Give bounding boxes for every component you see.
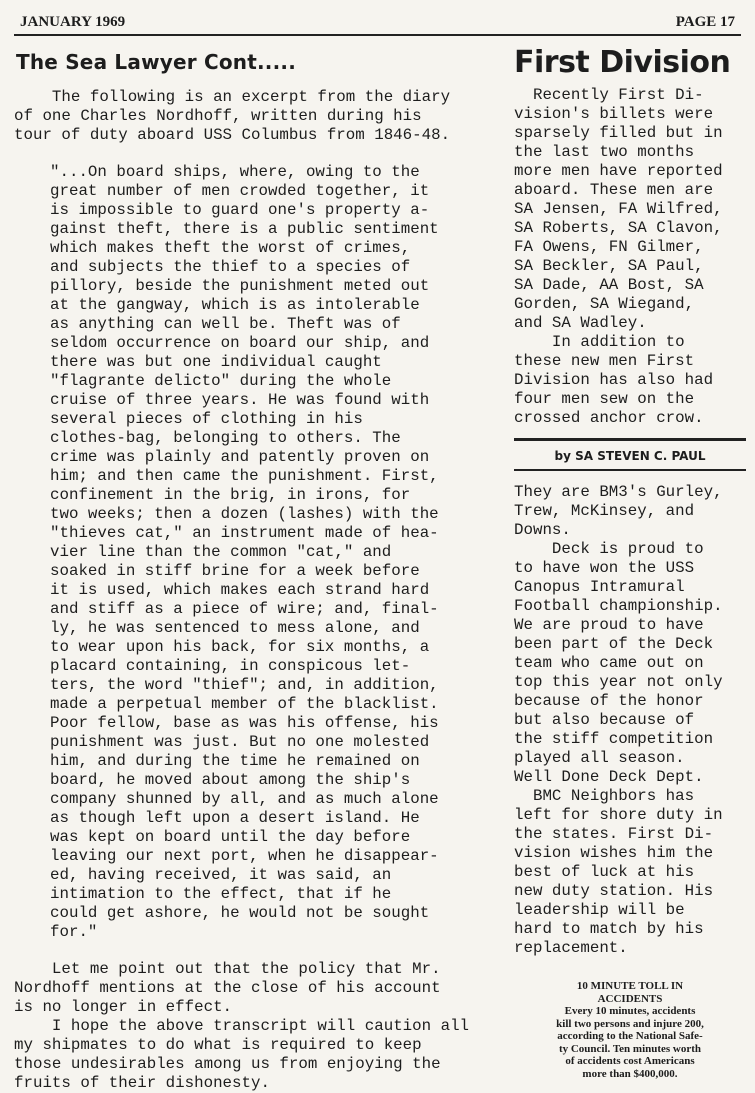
page-number: PAGE 17 <box>675 14 735 30</box>
first-division-body: Recently First Di- vision's billets were sparsely filled but in the last two months more men have reported aboard. These men are SA Jensen, FA Wilfred, SA Roberts, SA Clavon, FA Owens, FN Gilmer, SA Beckler, SA Paul, SA Dade, AA Bost, SA Gorden, SA Wiegand, and SA Wadley. In addition to these new men First Division has also had four men sew on the crossed anchor crow. <box>514 86 723 427</box>
article-title: The Sea Lawyer Cont..... <box>16 50 296 74</box>
filler-title: 10 MINUTE TOLL IN ACCIDENTS <box>576 980 684 1005</box>
accident-filler <box>514 980 746 1080</box>
byline: by SA STEVEN C. PAUL <box>514 438 746 471</box>
first-division-continued: They are BM3's Gurley, Trew, McKinsey, and Downs. Deck is proud to to have won the USS Canopus Intramural Football championship. We are proud to have been part of the Deck team who came out on top this year not only because of the honor but also because of the stiff competition played all season. Well Done Deck Dept. BMC Neighbors has left for shore duty in the states. First Di- vision wishes him the best of luck at his new duty station. His leadership will be hard to match by his replacement. <box>514 483 723 957</box>
page-header <box>14 14 741 36</box>
first-division-article <box>514 46 746 1080</box>
article-closing: Let me point out that the policy that Mr. Nordhoff mentions at the close of his account is no longer in effect. I hope the above transcript will caution all my shipmates to do what is required to keep those undesirables among us from enjoying the fruits of their dishonesty. <box>14 960 470 1092</box>
first-division-title: First Division <box>514 45 731 80</box>
diary-quote: "...On board ships, where, owing to the great number of men crowded together, it is impossible to guard one's property a- gainst theft, there is a public sentiment which makes theft the worst of crimes, and subjects the thief to a species of pillory, beside the punishment meted out at the gangway, which is as intolerable as anything can well be. Theft was of seldom occurrence on board our ship, and there was but one individual caught "flagrante delicto" during the whole cruise of three years. He was found with several pieces of clothing in his clothes-bag, belonging to others. The crime was plainly and patently proven on him; and then came the punishment. First, confinement in the brig, in irons, for two weeks; then a dozen (lashes) with the "thieves cat," an instrument made of hea- vier line than the common "cat," and soaked in stiff brine for a week before it is used, which makes each strand hard and stiff as a piece of wire; and, final- ly, he was sentenced to mess alone, and to wear upon his back, for six months, a placard containing, in conspicous let- ters, the word "thief"; and, in addition, made a perpetual member of the blacklist. Poor fellow, base as was his offense, his punishment was just. But no one molested him, and during the time he remained on board, he moved about among the ship's company shunned by all, and as much alone as though left upon a desert island. He was kept on board until the day before leaving our next port, when he disappear- ed, having received, it was said, an intimation to the effect, that if he could get ashore, he would not be sought for." <box>50 163 439 941</box>
article-intro: The following is an excerpt from the diary of one Charles Nordhoff, written during his tour of duty aboard USS Columbus from 1846-48. <box>14 88 451 144</box>
filler-body: Every 10 minutes, accidents kill two persons and injure 200, according to the National Safe- ty Council. Ten minutes worth of accidents cost Americans more than $400,000. <box>556 1005 704 1080</box>
issue-date: JANUARY 1969 <box>20 14 126 30</box>
sea-lawyer-article <box>14 50 502 1093</box>
